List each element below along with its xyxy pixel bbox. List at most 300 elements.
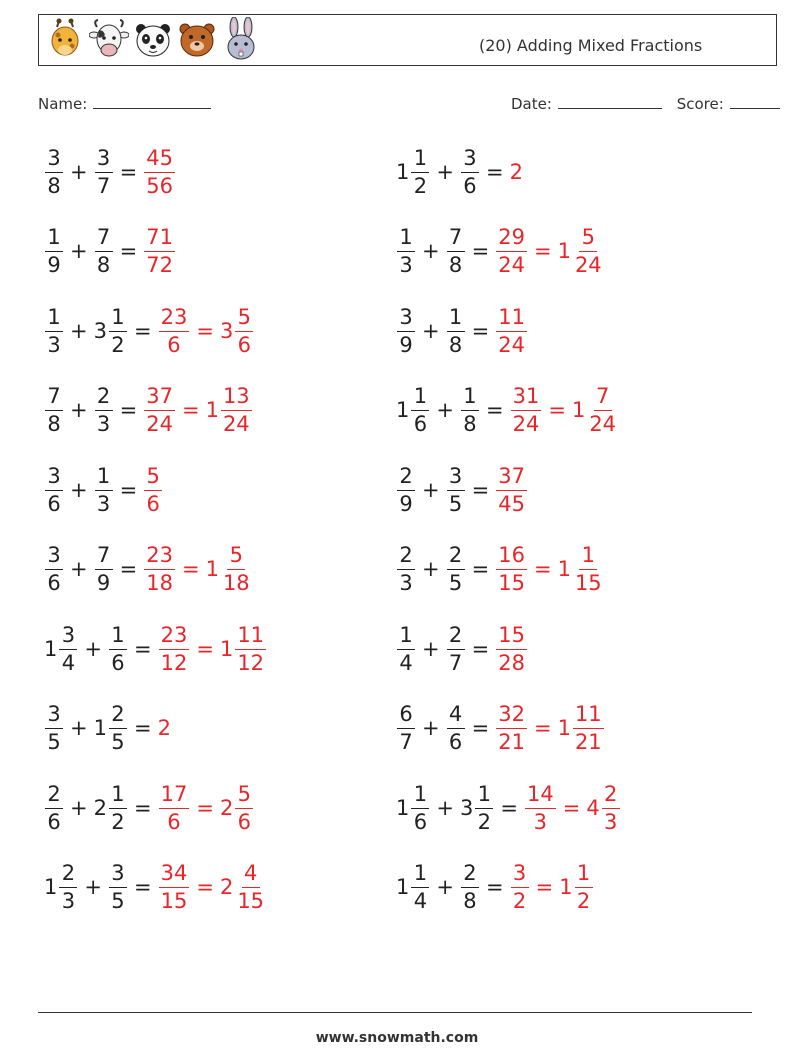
equals-sign: = xyxy=(485,398,504,422)
numerator: 1 xyxy=(397,625,415,650)
numerator: 1 xyxy=(579,545,597,570)
denominator: 7 xyxy=(448,650,463,675)
denominator: 8 xyxy=(463,411,477,436)
fraction xyxy=(144,145,175,198)
numerator: 17 xyxy=(159,784,190,809)
numerator: 2 xyxy=(447,545,465,570)
header-box xyxy=(38,14,777,66)
fraction xyxy=(397,701,415,754)
denominator: 24 xyxy=(146,411,173,436)
fraction xyxy=(45,145,63,198)
equals-sign: = xyxy=(119,239,138,263)
mixed-number xyxy=(586,781,620,834)
numerator: 11 xyxy=(573,704,604,729)
numerator: 2 xyxy=(109,704,127,729)
whole-number: 3 xyxy=(459,796,474,820)
numerator: 1 xyxy=(461,386,479,411)
plus-sign: + xyxy=(70,716,88,740)
mixed-number xyxy=(44,701,64,754)
denominator: 3 xyxy=(47,332,61,357)
numerator: 5 xyxy=(579,227,597,252)
mixed-number xyxy=(557,224,605,277)
fraction xyxy=(45,463,63,516)
fraction xyxy=(573,542,604,595)
whole-number: 1 xyxy=(205,398,219,422)
denominator: 6 xyxy=(146,491,160,516)
equals-sign: = xyxy=(548,398,566,422)
denominator: 18 xyxy=(146,570,173,595)
denominator: 5 xyxy=(448,570,463,595)
fraction xyxy=(45,383,63,436)
name-field xyxy=(38,94,211,113)
denominator: 5 xyxy=(47,729,61,754)
mixed-number xyxy=(93,701,128,754)
numerator: 3 xyxy=(461,148,479,173)
numerator: 11 xyxy=(235,625,266,650)
problem-row xyxy=(44,299,254,363)
mixed-number xyxy=(571,383,619,436)
fraction xyxy=(461,860,479,913)
equals-sign: = xyxy=(181,557,200,581)
date-blank[interactable] xyxy=(558,94,662,109)
footer-url: www.snowmath.com xyxy=(315,1030,479,1046)
mixed-number xyxy=(460,383,480,436)
numerator: 4 xyxy=(447,704,465,729)
whole-number: 1 xyxy=(396,398,410,422)
fraction xyxy=(397,622,415,675)
mixed-number xyxy=(158,622,191,675)
fraction xyxy=(411,383,429,436)
problem-row xyxy=(396,299,528,363)
numerator: 29 xyxy=(496,227,527,252)
fraction xyxy=(45,542,63,595)
plus-sign: + xyxy=(70,160,88,184)
mixed-number xyxy=(446,224,466,277)
denominator: 21 xyxy=(574,729,602,754)
numerator: 45 xyxy=(144,148,175,173)
mixed-number xyxy=(219,622,267,675)
fraction xyxy=(109,622,127,675)
plus-sign: + xyxy=(436,160,454,184)
mixed-number xyxy=(510,383,543,436)
denominator: 6 xyxy=(413,809,428,834)
mixed-number xyxy=(143,224,176,277)
denominator: 2 xyxy=(512,888,527,913)
mixed-number xyxy=(158,304,191,357)
denominator: 3 xyxy=(533,809,548,834)
numerator: 3 xyxy=(45,148,63,173)
equals-sign: = xyxy=(471,319,490,343)
equals-sign: = xyxy=(196,875,214,899)
mixed-number xyxy=(559,860,593,913)
mixed-number xyxy=(446,701,466,754)
mixed-number xyxy=(219,860,267,913)
mixed-number xyxy=(396,463,416,516)
problem-row xyxy=(44,696,172,760)
mixed-number xyxy=(44,463,64,516)
numerator: 16 xyxy=(496,545,527,570)
animal-icons xyxy=(45,17,261,63)
denominator: 6 xyxy=(47,491,61,516)
problem-row xyxy=(396,617,528,681)
denominator: 12 xyxy=(237,650,265,675)
numerator: 1 xyxy=(45,227,63,252)
denominator: 6 xyxy=(167,332,181,357)
whole-number: 1 xyxy=(93,716,107,740)
plus-sign: + xyxy=(436,875,454,899)
fraction xyxy=(109,304,127,357)
numerator: 31 xyxy=(511,386,542,411)
denominator: 8 xyxy=(96,252,111,277)
score-label: Score: xyxy=(676,95,724,113)
denominator: 24 xyxy=(512,411,540,436)
fraction xyxy=(159,304,190,357)
fraction xyxy=(397,542,415,595)
mixed-number xyxy=(524,781,557,834)
plus-sign: + xyxy=(422,557,440,581)
giraffe-icon xyxy=(45,17,85,63)
mixed-number xyxy=(495,224,528,277)
numerator: 7 xyxy=(447,227,465,252)
equals-sign: = xyxy=(181,398,200,422)
mixed-number xyxy=(510,860,530,913)
fraction xyxy=(447,463,465,516)
numerator: 2 xyxy=(45,784,63,809)
plus-sign: + xyxy=(422,716,440,740)
denominator: 15 xyxy=(574,570,602,595)
denominator: 15 xyxy=(160,888,188,913)
denominator: 8 xyxy=(47,411,61,436)
denominator: 6 xyxy=(47,570,61,595)
fraction xyxy=(475,781,493,834)
numerator: 32 xyxy=(496,704,527,729)
numerator: 3 xyxy=(447,466,465,491)
numerator: 5 xyxy=(235,784,253,809)
mixed-number xyxy=(108,622,128,675)
denominator: 6 xyxy=(413,411,428,436)
numerator: 4 xyxy=(242,863,260,888)
numerator: 5 xyxy=(227,545,245,570)
mixed-number xyxy=(446,463,466,516)
plus-sign: + xyxy=(70,796,88,820)
denominator: 3 xyxy=(604,809,618,834)
equals-sign: = xyxy=(119,478,138,502)
plus-sign: + xyxy=(70,239,88,263)
fraction xyxy=(447,304,465,357)
fraction xyxy=(511,383,542,436)
mixed-number xyxy=(219,304,254,357)
denominator: 9 xyxy=(96,570,111,595)
numerator: 3 xyxy=(45,704,63,729)
mixed-number xyxy=(459,781,494,834)
fraction xyxy=(159,622,190,675)
cow-icon xyxy=(89,17,129,63)
mixed-number xyxy=(158,781,191,834)
mixed-number xyxy=(94,463,114,516)
denominator: 72 xyxy=(146,252,173,277)
fraction xyxy=(144,224,175,277)
equals-sign: = xyxy=(196,796,214,820)
denominator: 2 xyxy=(413,173,428,198)
fraction xyxy=(602,781,620,834)
fraction xyxy=(496,224,527,277)
problem-row xyxy=(44,458,163,522)
numerator: 13 xyxy=(221,386,252,411)
mixed-number xyxy=(396,383,430,436)
mixed-number xyxy=(495,622,528,675)
equals-sign: = xyxy=(471,239,490,263)
denominator: 5 xyxy=(111,729,125,754)
problem-row xyxy=(44,537,253,601)
fraction xyxy=(221,383,252,436)
fraction xyxy=(45,224,63,277)
mixed-number xyxy=(94,145,114,198)
problem-row xyxy=(396,458,528,522)
fraction xyxy=(144,383,175,436)
denominator: 6 xyxy=(167,809,181,834)
fraction xyxy=(587,383,618,436)
mixed-number xyxy=(158,860,191,913)
denominator: 21 xyxy=(498,729,525,754)
equals-sign: = xyxy=(133,319,152,343)
fraction xyxy=(159,860,190,913)
fraction xyxy=(511,860,529,913)
fraction xyxy=(95,145,113,198)
fraction xyxy=(575,860,593,913)
mixed-number xyxy=(495,542,528,595)
equals-sign: = xyxy=(533,716,552,740)
equals-sign: = xyxy=(533,239,552,263)
whole-number: 2 xyxy=(219,796,234,820)
whole-number: 3 xyxy=(93,319,107,343)
plus-sign: + xyxy=(84,875,102,899)
denominator: 18 xyxy=(222,570,250,595)
mixed-number xyxy=(44,781,64,834)
mixed-number xyxy=(446,304,466,357)
denominator: 4 xyxy=(413,888,428,913)
denominator: 24 xyxy=(222,411,250,436)
whole-number: 1 xyxy=(557,716,571,740)
denominator: 3 xyxy=(61,888,76,913)
fraction xyxy=(45,701,63,754)
problem-row xyxy=(44,855,267,919)
mixed-number xyxy=(108,860,128,913)
whole-number: 1 xyxy=(571,398,586,422)
plus-sign: + xyxy=(70,398,88,422)
plus-sign: + xyxy=(422,319,440,343)
numerator: 1 xyxy=(475,784,493,809)
plus-sign: + xyxy=(70,319,88,343)
mixed-number xyxy=(94,542,114,595)
numerator: 7 xyxy=(95,227,113,252)
equals-sign: = xyxy=(471,637,490,661)
numerator: 2 xyxy=(397,466,415,491)
fraction xyxy=(235,622,266,675)
problem-row xyxy=(396,219,605,283)
numerator: 3 xyxy=(109,863,127,888)
equals-sign: = xyxy=(500,796,518,820)
denominator: 56 xyxy=(146,173,173,198)
whole-number: 1 xyxy=(44,637,58,661)
numerator: 1 xyxy=(575,863,593,888)
mixed-number xyxy=(557,701,605,754)
equals-sign: = xyxy=(471,557,490,581)
fraction xyxy=(397,224,415,277)
mixed-number xyxy=(158,716,172,740)
denominator: 24 xyxy=(589,411,617,436)
fraction xyxy=(496,622,527,675)
mixed-number xyxy=(495,463,528,516)
whole-number: 1 xyxy=(396,875,410,899)
numerator: 3 xyxy=(95,148,113,173)
fraction xyxy=(447,622,465,675)
equals-sign: = xyxy=(535,875,554,899)
denominator: 2 xyxy=(576,888,591,913)
denominator: 9 xyxy=(399,491,413,516)
problem-row xyxy=(396,378,619,442)
mixed-number xyxy=(143,145,176,198)
fraction xyxy=(411,860,429,913)
whole-number: 2 xyxy=(509,160,523,184)
mixed-number xyxy=(396,304,416,357)
fraction xyxy=(447,542,465,595)
problem-row xyxy=(396,776,621,840)
numerator: 37 xyxy=(496,466,527,491)
fraction xyxy=(496,304,527,357)
numerator: 1 xyxy=(411,863,429,888)
denominator: 3 xyxy=(96,491,111,516)
numerator: 11 xyxy=(496,307,527,332)
numerator: 1 xyxy=(45,307,63,332)
fraction xyxy=(221,542,252,595)
denominator: 7 xyxy=(96,173,111,198)
mixed-number xyxy=(446,542,466,595)
equals-sign: = xyxy=(196,319,214,343)
mixed-number xyxy=(396,781,430,834)
fraction xyxy=(235,304,253,357)
mixed-number xyxy=(396,145,430,198)
denominator: 6 xyxy=(111,650,125,675)
problem-row xyxy=(44,140,176,204)
numerator: 3 xyxy=(45,545,63,570)
mixed-number xyxy=(44,224,64,277)
denominator: 8 xyxy=(448,252,463,277)
denominator: 8 xyxy=(463,888,477,913)
denominator: 6 xyxy=(448,729,463,754)
footer-divider xyxy=(38,1012,752,1013)
mixed-number xyxy=(44,542,64,595)
numerator: 3 xyxy=(511,863,529,888)
equals-sign: = xyxy=(471,478,490,502)
whole-number: 4 xyxy=(586,796,600,820)
numerator: 1 xyxy=(411,148,429,173)
mixed-number xyxy=(510,160,524,184)
equals-sign: = xyxy=(133,637,152,661)
denominator: 12 xyxy=(160,650,188,675)
numerator: 2 xyxy=(397,545,415,570)
denominator: 6 xyxy=(463,173,477,198)
problem-row xyxy=(44,776,254,840)
mixed-number xyxy=(143,383,176,436)
whole-number: 2 xyxy=(219,875,234,899)
mixed-number xyxy=(44,622,78,675)
fraction xyxy=(397,463,415,516)
mixed-number xyxy=(557,542,605,595)
score-blank[interactable] xyxy=(730,94,780,109)
numerator: 23 xyxy=(159,625,190,650)
fraction xyxy=(525,781,556,834)
fraction xyxy=(461,145,479,198)
numerator: 23 xyxy=(159,307,190,332)
fraction xyxy=(144,542,175,595)
problem-row xyxy=(396,537,605,601)
fraction xyxy=(496,463,527,516)
numerator: 6 xyxy=(397,704,415,729)
numerator: 14 xyxy=(525,784,556,809)
equals-sign: = xyxy=(533,557,552,581)
mixed-number xyxy=(205,542,253,595)
fraction xyxy=(573,224,604,277)
mixed-number xyxy=(44,860,78,913)
numerator: 1 xyxy=(397,227,415,252)
whole-number: 3 xyxy=(219,319,234,343)
mixed-number xyxy=(396,542,416,595)
whole-number: 1 xyxy=(44,875,58,899)
fraction xyxy=(45,304,63,357)
mixed-number xyxy=(446,622,466,675)
fraction xyxy=(235,781,253,834)
problem-row xyxy=(44,617,267,681)
denominator: 15 xyxy=(498,570,525,595)
fraction xyxy=(59,860,77,913)
equals-sign: = xyxy=(485,160,504,184)
denominator: 3 xyxy=(96,411,111,436)
mixed-number xyxy=(44,304,64,357)
fraction xyxy=(95,383,113,436)
denominator: 9 xyxy=(47,252,61,277)
numerator: 1 xyxy=(109,307,127,332)
plus-sign: + xyxy=(84,637,102,661)
date-score-fields xyxy=(511,94,780,113)
denominator: 6 xyxy=(47,809,61,834)
fraction xyxy=(45,781,63,834)
whole-number: 1 xyxy=(205,557,219,581)
fraction xyxy=(95,463,113,516)
mixed-number xyxy=(205,383,253,436)
name-blank[interactable] xyxy=(93,94,211,109)
denominator: 3 xyxy=(399,252,413,277)
equals-sign: = xyxy=(133,796,152,820)
fraction xyxy=(411,781,429,834)
equals-sign: = xyxy=(196,637,214,661)
denominator: 2 xyxy=(111,332,125,357)
numerator: 3 xyxy=(59,625,77,650)
denominator: 24 xyxy=(498,332,525,357)
whole-number: 1 xyxy=(559,875,573,899)
equals-sign: = xyxy=(562,796,581,820)
panda-icon xyxy=(133,17,173,63)
numerator: 71 xyxy=(144,227,175,252)
problem-row xyxy=(396,696,605,760)
plus-sign: + xyxy=(422,478,440,502)
mixed-number xyxy=(396,701,416,754)
mixed-number xyxy=(396,224,416,277)
numerator: 1 xyxy=(411,386,429,411)
plus-sign: + xyxy=(70,478,88,502)
numerator: 2 xyxy=(59,863,77,888)
mixed-number xyxy=(94,383,114,436)
numerator: 2 xyxy=(447,625,465,650)
